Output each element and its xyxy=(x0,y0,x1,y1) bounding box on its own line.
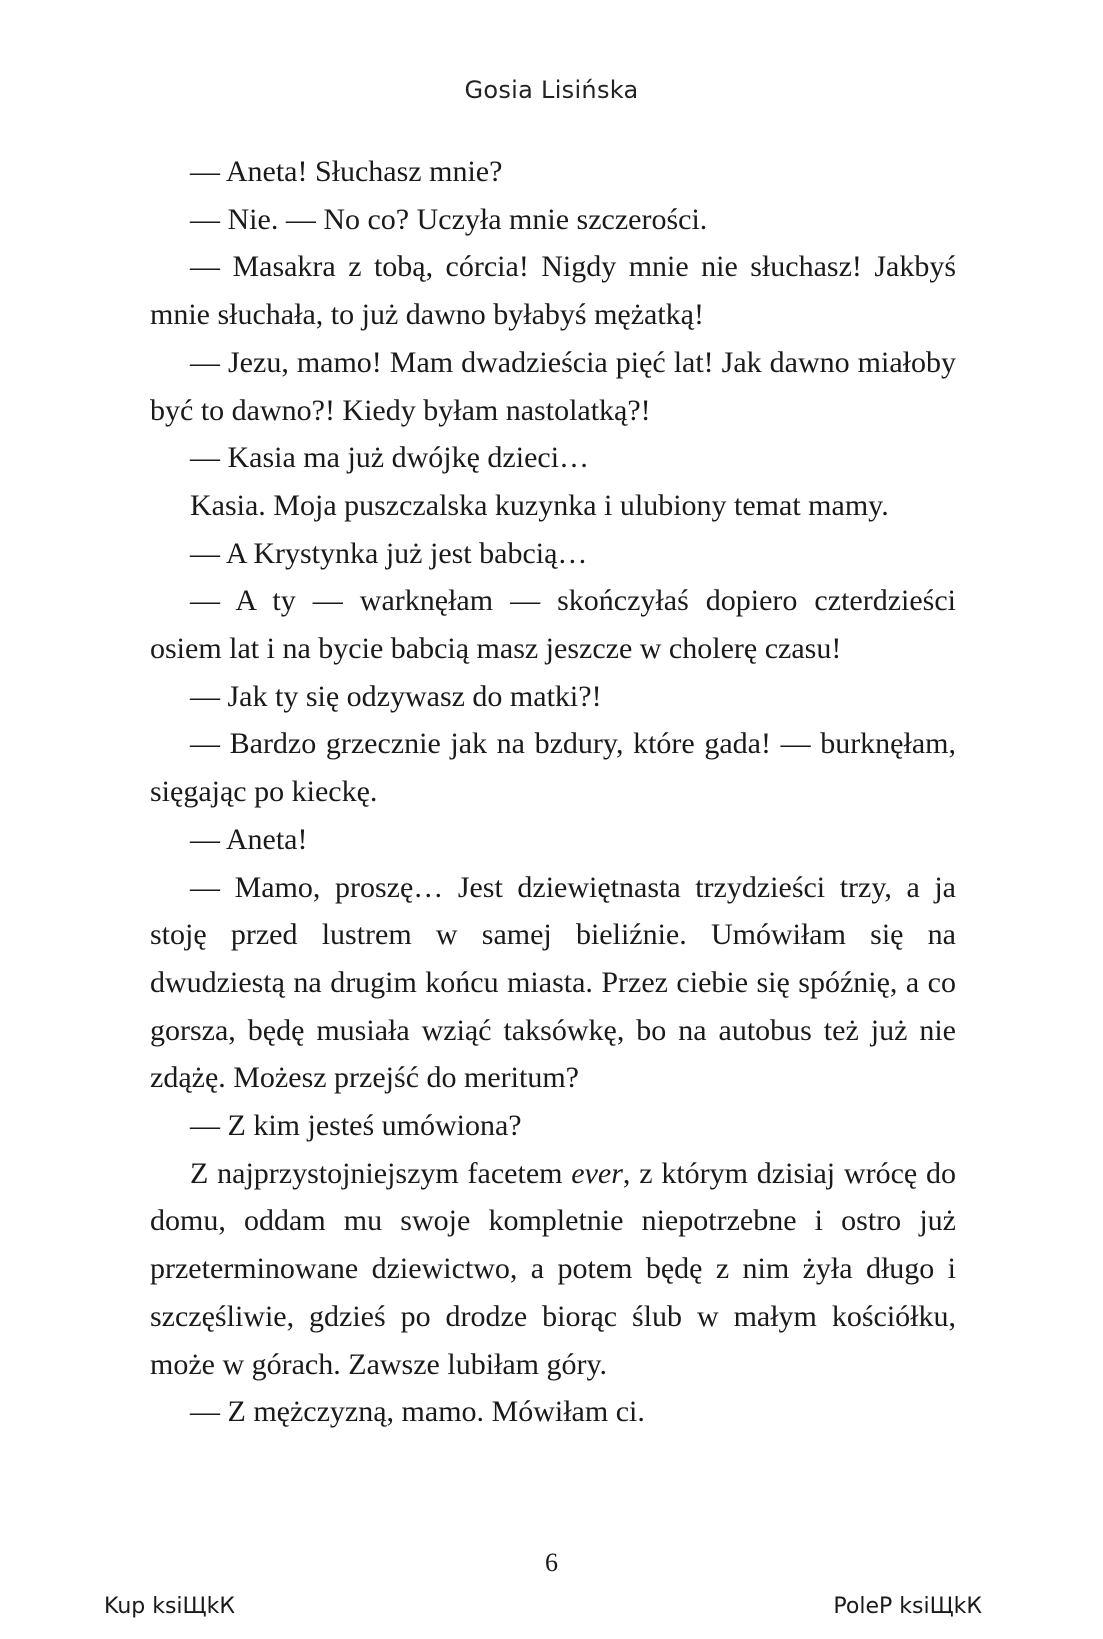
buy-book-link[interactable]: Kup ksiЩkК xyxy=(104,1594,235,1619)
paragraph-9: — Jak ty się odzywasz do matki?! xyxy=(190,679,602,713)
paragraph-7: — A Krystynka już jest babcią… xyxy=(190,536,588,570)
paragraph-5: — Kasia ma już dwójkę dzieci… xyxy=(190,441,590,475)
paragraph-2: — Nie. — No co? Uczyła mnie szczerości. xyxy=(190,202,708,236)
paragraph-14-end: , z którym dzisiaj wrócę do domu, oddam mu swoje kompletnie niepotrzebne i ostro już przeterminowane dziewictwo, a potem będę z nim żyła długo i szczęśliwie, gdzieś po drodze biorąc ślub w małym kościółku, może w górach. Zawsze lubiłam góry. xyxy=(150,1156,957,1381)
body-text xyxy=(150,148,956,1436)
paragraph-8: — A ty — warknęłam — skończyłaś dopiero czterdzieści osiem lat i na bycie babcią masz jeszcze w cholerę czasu! xyxy=(150,584,956,666)
paragraph-14 xyxy=(150,1150,956,1389)
page-number: 6 xyxy=(545,1548,558,1577)
paragraph-10: — Bardzo grzecznie jak na bzdury, które gada! — burknęłam, sięgając po kieckę. xyxy=(150,727,956,809)
paragraph-12: — Mamo, proszę… Jest dziewiętnasta trzydzieści trzy, a ja stoję przed lustrem w samej bieliźnie. Umówiłam się na dwudziestą na drugim końcu miasta. Przez ciebie się spóźnię, a co gorsza, będę musiała wziąć taksówkę, bo na autobus też już nie zdążę. Możesz przejść do meritum? xyxy=(150,870,956,1095)
paragraph-6: Kasia. Moja puszczalska kuzynka i ulubiony temat mamy. xyxy=(190,488,889,522)
paragraph-11: — Aneta! xyxy=(190,822,308,856)
recommend-book-link[interactable]: PoleР ksiЩkК xyxy=(833,1594,982,1619)
paragraph-14-start: Z najprzystojniejszym facetem xyxy=(190,1156,572,1190)
paragraph-13: — Z kim jesteś umówiona? xyxy=(190,1109,522,1143)
running-head-author: Gosia Lisińska xyxy=(464,76,639,104)
paragraph-14-italic: ever xyxy=(571,1156,623,1190)
paragraph-15: — Z mężczyzną, mamo. Mówiłam ci. xyxy=(190,1395,645,1429)
paragraph-3: — Masakra z tobą, córcia! Nigdy mnie nie słuchasz! Jakbyś mnie słuchała, to już dawno byłabyś mężatką! xyxy=(150,250,956,332)
paragraph-1: — Aneta! Słuchasz mnie? xyxy=(190,155,503,188)
paragraph-4: — Jezu, mamo! Mam dwadzieścia pięć lat! Jak dawno miałoby być to dawno?! Kiedy byłam nastolatką?! xyxy=(150,345,956,427)
